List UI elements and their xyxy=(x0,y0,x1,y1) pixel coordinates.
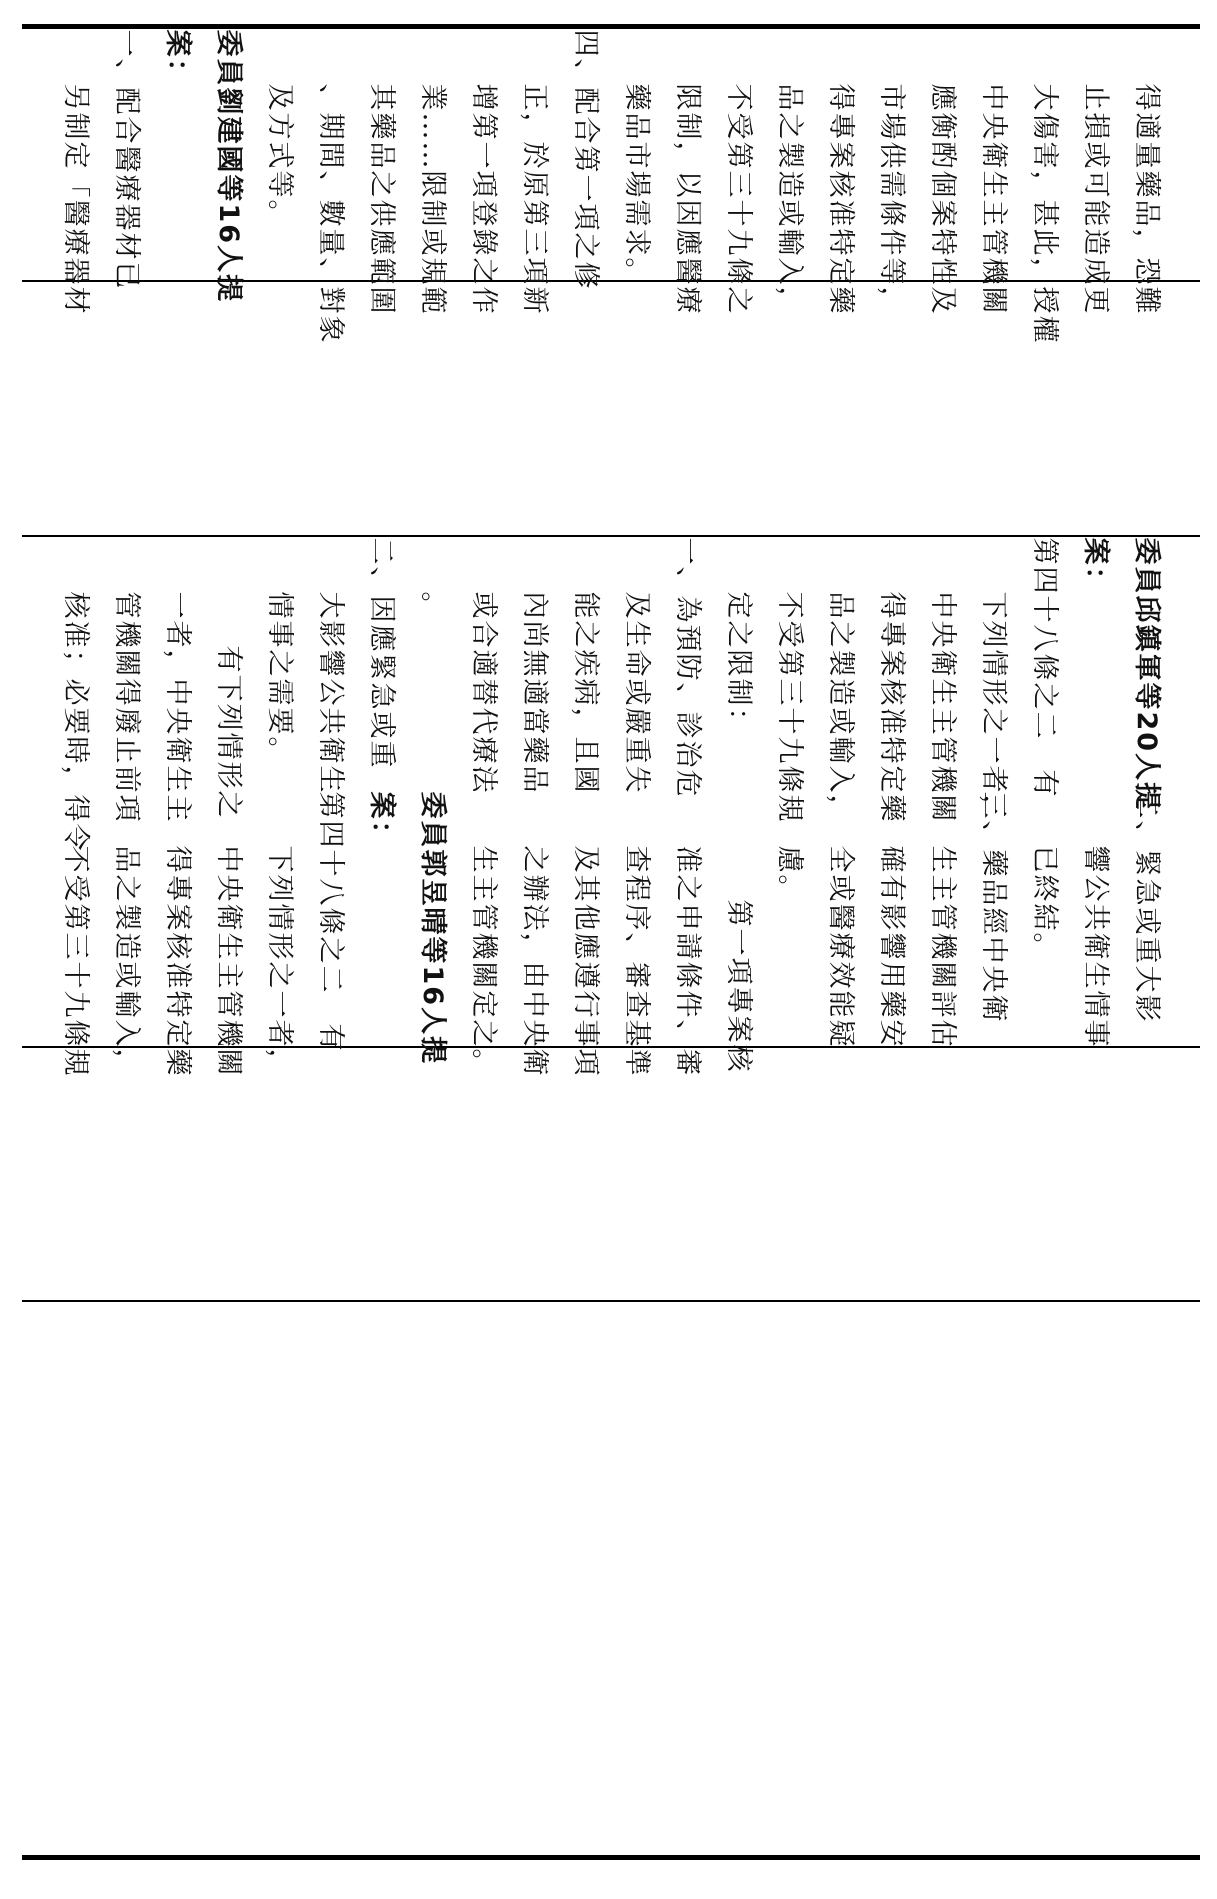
text-line: 響公共衛生情事 xyxy=(1080,845,1111,1048)
text-line: 不受第三十九條規 xyxy=(774,591,805,823)
text-line: 得專案核准特定藥 xyxy=(162,845,193,1077)
text-line: 不受第三十九條規 xyxy=(60,845,91,1077)
middle-left-lines xyxy=(50,791,1172,1077)
proposal-heading: 委員郭昱晴等16人提 xyxy=(417,791,448,1065)
text-line: 或合適替代療法 xyxy=(468,591,499,794)
text-line: 品之製造或輸入， xyxy=(774,83,805,315)
proposal-heading: 案： xyxy=(366,791,397,849)
band-top xyxy=(22,29,1200,344)
text-line: 生主管機關評估 xyxy=(927,845,958,1048)
text-line: 、期間、數量、對象 xyxy=(315,83,346,344)
text-line: 內尚無適當藥品 xyxy=(519,591,550,794)
middle-right-lines xyxy=(50,537,1172,852)
band-top-lines xyxy=(50,29,1172,344)
text-line: 應衡酌個案特性及 xyxy=(927,83,958,315)
text-line: 及方式等。 xyxy=(264,83,295,228)
text-line: 得適量藥品，恐難 xyxy=(1131,83,1162,315)
text-line: 三、藥品經中央衛 xyxy=(978,791,1009,1023)
text-line: 下列情形之一者， xyxy=(264,845,295,1077)
text-line: 止損或可能造成更 xyxy=(1080,83,1111,315)
text-line: 。 xyxy=(417,591,448,620)
text-line: 品之製造或輸入， xyxy=(111,845,142,1077)
text-line: 及生命或嚴重失 xyxy=(621,591,652,794)
text-line: 全或醫療效能疑 xyxy=(825,845,856,1048)
band-top-text xyxy=(50,29,1172,344)
bottom-border xyxy=(22,1855,1200,1860)
text-line: 第四十八條之二 有 xyxy=(315,791,346,1052)
text-line: 情事之需要。 xyxy=(264,591,295,765)
text-line: 其藥品之供應範圍 xyxy=(366,83,397,315)
text-line: 中央衛生主管機關 xyxy=(213,845,244,1077)
text-line: 一、為預防、診治危 xyxy=(672,537,703,798)
text-line: 正，於原第三項新 xyxy=(519,83,550,315)
text-line: 大影響公共衛生 xyxy=(315,591,346,794)
text-line: 二、緊急或重大影 xyxy=(1131,791,1162,1023)
proposal-heading: 委員劉建國等16人提 xyxy=(213,29,244,303)
text-line: 下列情形之一者， xyxy=(978,591,1009,823)
text-line: 第四十八條之二 有 xyxy=(1029,537,1060,798)
text-line: 管機關得廢止前項 xyxy=(111,591,142,823)
text-line: 市場供需條件等， xyxy=(876,83,907,315)
band-middle-panel xyxy=(50,537,1172,1077)
text-line: 之辦法，由中央衛 xyxy=(519,845,550,1077)
text-line: 能之疾病，且國 xyxy=(570,591,601,794)
text-line: 不受第三十九條之 xyxy=(723,83,754,315)
text-line: 中央衛生主管機關 xyxy=(978,83,1009,315)
text-line: 有下列情形之 xyxy=(213,645,244,819)
text-line: 核准；必要時，得令 xyxy=(60,591,91,852)
text-line: 中央衛生主管機關 xyxy=(927,591,958,823)
text-line: 查程序、審查基準 xyxy=(621,845,652,1077)
text-line: 一者，中央衛生主 xyxy=(162,591,193,823)
band-blank-3 xyxy=(22,1302,1200,1855)
text-line: 定之限制： xyxy=(723,591,754,736)
text-line: 業……限制或規範 xyxy=(417,83,448,315)
proposal-heading: 案： xyxy=(1080,537,1111,595)
text-line: 確有影響用藥安 xyxy=(876,845,907,1048)
middle-right-column xyxy=(50,537,1172,852)
proposal-heading: 委員邱鎮軍等20人提 xyxy=(1131,537,1162,811)
text-line: 已終結。 xyxy=(1029,845,1060,961)
text-line: 得專案核准特定藥 xyxy=(825,83,856,315)
middle-left-column xyxy=(50,791,1172,1077)
text-line: 四、配合第一項之修 xyxy=(570,29,601,290)
text-line: 准之申請條件、審 xyxy=(672,845,703,1077)
text-line: 品之製造或輸入， xyxy=(825,591,856,823)
text-line: 一、配合醫療器材已 xyxy=(111,29,142,290)
text-line: 大傷害，甚此，授權 xyxy=(1029,83,1060,344)
text-line: 增第一項登錄之作 xyxy=(468,83,499,315)
band-middle-text xyxy=(50,537,1172,1077)
text-line: 慮。 xyxy=(774,845,805,903)
text-line: 限制，以因應醫療 xyxy=(672,83,703,315)
text-line: 及其他應遵行事項 xyxy=(570,845,601,1077)
text-line: 第一項專案核 xyxy=(723,899,754,1073)
text-line: 另制定「醫療器材 xyxy=(60,83,91,315)
band-blank-1 xyxy=(22,282,1200,535)
text-line: 生主管機關定之。 xyxy=(468,845,499,1077)
proposal-heading: 案： xyxy=(162,29,193,87)
text-line: 藥品市場需求。 xyxy=(621,83,652,286)
band-middle xyxy=(22,537,1200,1077)
text-line: 二、因應緊急或重 xyxy=(366,537,397,769)
text-line: 得專案核准特定藥 xyxy=(876,591,907,823)
band-blank-2 xyxy=(22,1048,1200,1300)
